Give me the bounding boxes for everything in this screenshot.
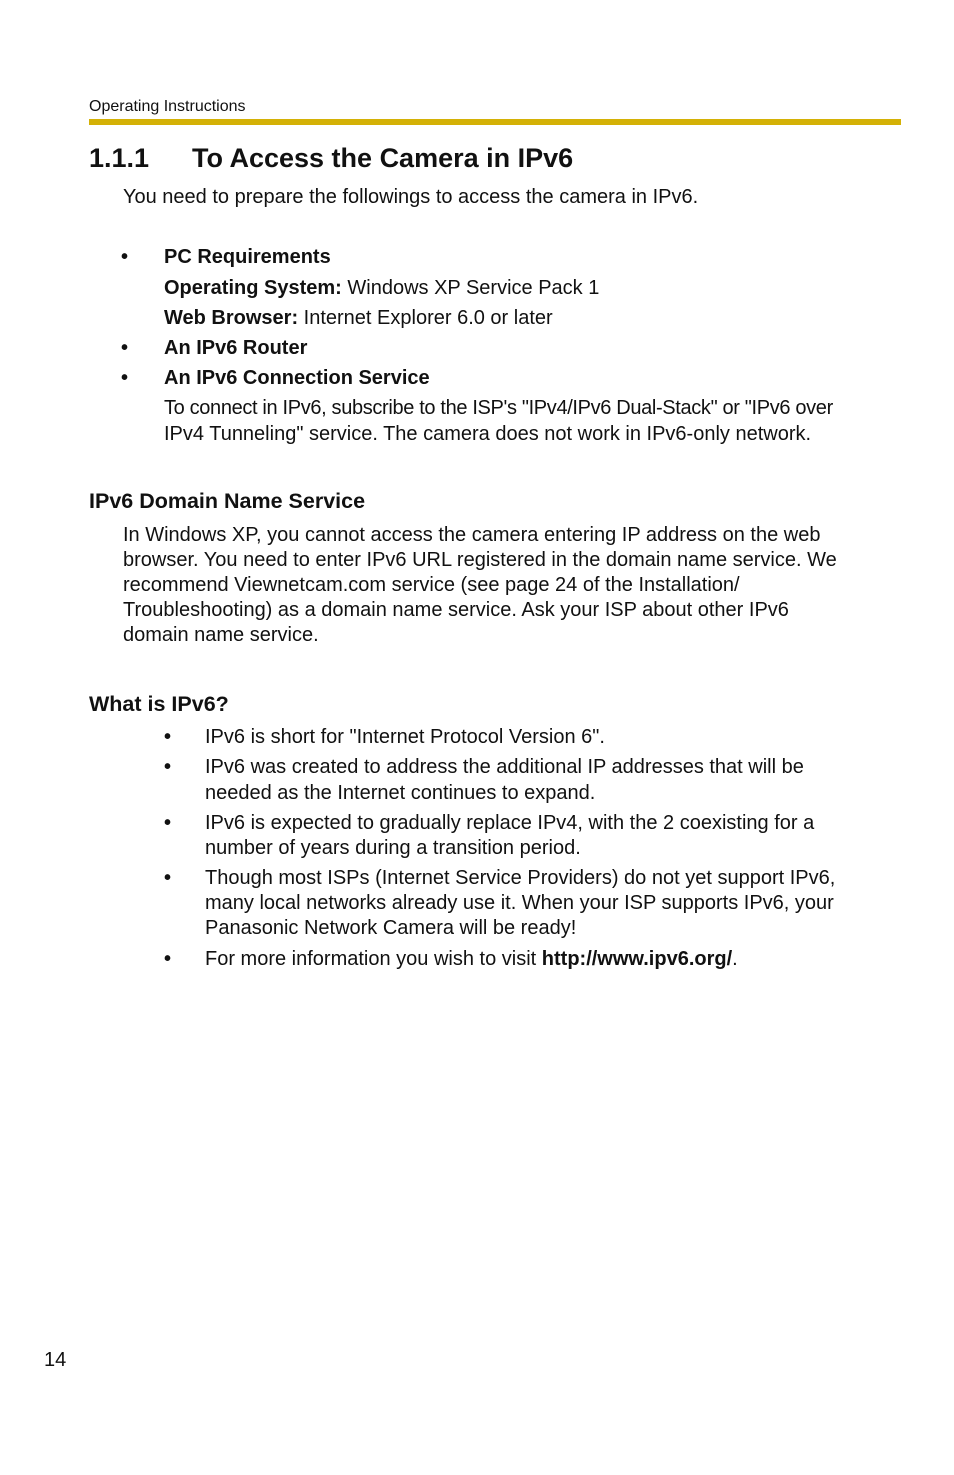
connection-description-line: To connect in IPv6, subscribe to the ISP's "IPv4/IPv6 Dual-Stack" or "IPv6 over [164,397,833,419]
ipv6-fact-line: number of years during a transition period. [205,837,581,859]
os-label: Operating System: [164,277,342,299]
section-title [89,143,573,174]
ipv6-fact-line: IPv6 is expected to gradually replace IPv4, with the 2 coexisting for a [205,812,815,834]
dns-line: recommend Viewnetcam.com service (see page 24 of the Installation/ [123,574,740,596]
bullet-icon: • [121,337,129,359]
bullet-icon: • [164,812,172,834]
ipv6-fact-line: IPv6 is short for "Internet Protocol Version 6". [205,726,605,748]
bullet-icon: • [164,726,172,748]
dns-line: domain name service. [123,624,319,646]
section-title-text: To Access the Camera in IPv6 [192,143,574,173]
dns-line: In Windows XP, you cannot access the camera entering IP address on the web [123,524,821,546]
os-requirement [164,276,599,302]
bullet-icon: • [164,948,172,970]
pc-requirements-title: PC Requirements [164,246,331,268]
more-info-prefix: For more information you wish to visit [205,948,542,970]
ipv6-fact-line: needed as the Internet continues to expand. [205,782,596,804]
bullet-icon: • [164,867,172,889]
ipv6-fact-line [205,947,738,973]
browser-value: Internet Explorer 6.0 or later [298,307,553,329]
connection-description-line: IPv4 Tunneling" service. The camera does not work in IPv6-only network. [164,423,812,445]
running-header: Operating Instructions [89,98,246,115]
router-requirement-title: An IPv6 Router [164,337,308,359]
bullet-icon: • [121,246,129,268]
ipv6-fact-line: Panasonic Network Camera will be ready! [205,917,577,939]
what-is-ipv6-heading: What is IPv6? [89,692,229,716]
page-number: 14 [44,1349,67,1371]
section-intro: You need to prepare the followings to access the camera in IPv6. [123,186,699,208]
bullet-icon: • [164,756,172,778]
more-info-suffix: . [732,948,738,970]
browser-requirement [164,306,553,332]
dns-line: Troubleshooting) as a domain name service. Ask your ISP about other IPv6 [123,599,789,621]
dns-line: browser. You need to enter IPv6 URL registered in the domain name service. We [123,549,837,571]
header-rule [89,119,901,125]
connection-service-title: An IPv6 Connection Service [164,367,430,389]
ipv6-fact-line: many local networks already use it. When your ISP supports IPv6, your [205,892,834,914]
bullet-icon: • [121,367,129,389]
ipv6-org-link[interactable]: http://www.ipv6.org/ [541,948,733,970]
browser-label: Web Browser: [164,307,299,329]
ipv6-fact-line: Though most ISPs (Internet Service Providers) do not yet support IPv6, [205,867,836,889]
section-number: 1.1.1 [89,143,150,173]
ipv6-fact-line: IPv6 was created to address the additional IP addresses that will be [205,756,804,778]
os-value: Windows XP Service Pack 1 [341,277,600,299]
dns-heading: IPv6 Domain Name Service [89,489,366,513]
